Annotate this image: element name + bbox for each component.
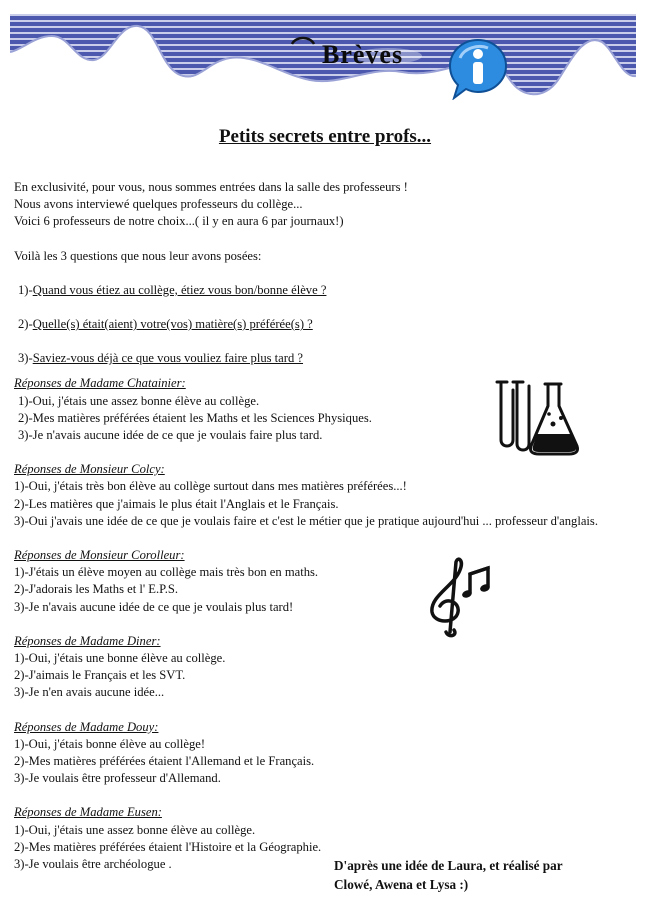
intro-line: Nous avons interviewé quelques professeurs du collège... bbox=[14, 197, 303, 212]
response-heading-douy: Réponses de Madame Douy: bbox=[14, 719, 159, 734]
credits bbox=[334, 856, 563, 894]
credits-line: D'après une idée de Laura, et réalisé par bbox=[334, 858, 563, 873]
response-answer: 1)-Oui, j'étais une bonne élève au collège. bbox=[14, 651, 226, 666]
response-answer: 3)-Je voulais être archéologue . bbox=[14, 857, 172, 872]
response-answer: 2)-Mes matières préférées étaient les Maths et les Sciences Physiques. bbox=[18, 410, 372, 425]
question-number: 1)- bbox=[18, 282, 33, 297]
response-answer: 1)-Oui, j'étais une assez bonne élève au collège. bbox=[18, 393, 260, 408]
article-title: Petits secrets entre profs... bbox=[218, 126, 432, 147]
question-text: Quelle(s) était(aient) votre(vos) matière(s) préférée(s) ? bbox=[32, 317, 313, 332]
response-answer: 3)-Oui j'avais une idée de ce que je voulais faire et c'est le métier que je pratique aujourd'hui ... professeur d'anglais. bbox=[14, 513, 598, 528]
response-answer: 2)-J'adorais les Maths et l' E.P.S. bbox=[14, 582, 179, 597]
questions-intro: Voilà les 3 questions que nous leur avons posées: bbox=[14, 248, 262, 263]
intro-line: Voici 6 professeurs de notre choix...( il y en aura 6 par journaux!) bbox=[14, 214, 344, 229]
response-answer: 1)-Oui, j'étais bonne élève au collège! bbox=[14, 736, 206, 751]
response-answer: 1)-Oui, j'étais une assez bonne élève au collège. bbox=[14, 822, 256, 837]
response-heading-eusen: Réponses de Madame Eusen: bbox=[14, 805, 162, 820]
response-answer: 2)-Mes matières préférées étaient l'Histoire et la Géographie. bbox=[14, 839, 322, 854]
response-answer: 2)-Mes matières préférées étaient l'Allemand et le Français. bbox=[14, 754, 315, 769]
response-answer: 3)-Je n'en avais aucune idée... bbox=[14, 685, 165, 700]
response-answer: 3)-Je n'avais aucune idée de ce que je voulais faire plus tard. bbox=[18, 428, 323, 443]
response-answer: 2)-Les matières que j'aimais le plus était l'Anglais et le Français. bbox=[14, 496, 339, 511]
intro-line: En exclusivité, pour vous, nous sommes entrées dans la salle des professeurs ! bbox=[14, 180, 408, 194]
response-answer: 1)-Oui, j'étais très bon élève au collège surtout dans mes matières préférées...! bbox=[14, 479, 407, 494]
info-speech-bubble-icon bbox=[448, 38, 510, 100]
chemistry-glassware-icon bbox=[493, 378, 583, 458]
question-1 bbox=[14, 282, 614, 299]
question-2 bbox=[14, 316, 614, 333]
response-heading-chatainier: Réponses de Madame Chatainier: bbox=[14, 376, 186, 391]
credits-line: Clowé, Awena et Lysa :) bbox=[334, 877, 469, 892]
response-heading-corolleur: Réponses de Monsieur Corolleur: bbox=[14, 548, 185, 563]
article-body bbox=[14, 179, 614, 873]
banner-title: Brèves bbox=[322, 40, 404, 69]
question-3 bbox=[14, 350, 614, 367]
response-answer: 2)-J'aimais le Français et les SVT. bbox=[14, 668, 186, 683]
response-heading-diner: Réponses de Madame Diner: bbox=[14, 633, 161, 648]
question-text: Saviez-vous déjà ce que vous vouliez faire plus tard ? bbox=[32, 351, 304, 366]
response-answer: 1)-J'étais un élève moyen au collège mais très bon en maths. bbox=[14, 565, 319, 580]
music-notes-icon bbox=[424, 556, 498, 638]
response-answer: 3)-Je n'avais aucune idée de ce que je voulais plus tard! bbox=[14, 599, 294, 614]
response-answer: 3)-Je voulais être professeur d'Allemand. bbox=[14, 771, 221, 786]
breves-banner bbox=[10, 14, 636, 104]
question-number: 2)- bbox=[18, 317, 33, 332]
question-text: Quand vous étiez au collège, étiez vous bon/bonne élève ? bbox=[32, 282, 327, 297]
response-heading-colcy: Réponses de Monsieur Colcy: bbox=[14, 462, 165, 477]
question-number: 3)- bbox=[18, 351, 33, 366]
